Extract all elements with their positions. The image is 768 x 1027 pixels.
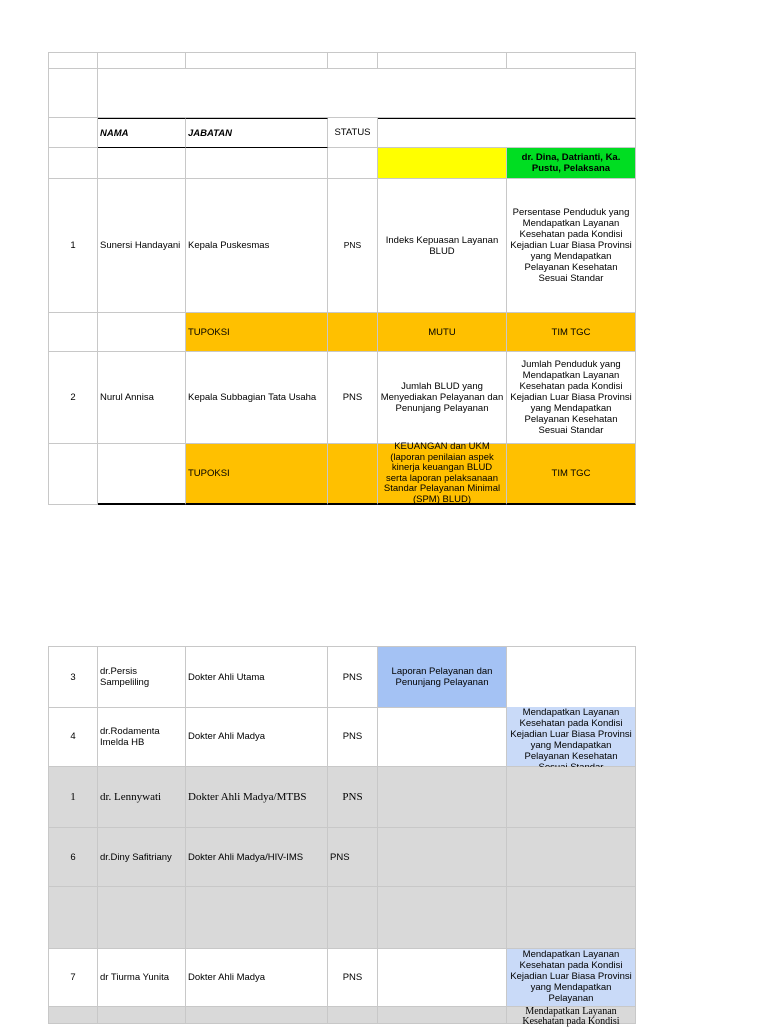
cell[interactable]: [98, 1007, 186, 1024]
row-number[interactable]: 7: [48, 949, 98, 1007]
nama-cell[interactable]: Nurul Annisa: [98, 352, 186, 444]
cell[interactable]: [378, 1007, 507, 1024]
jabatan-cell[interactable]: Dokter Ahli Madya/HIV-IMS: [186, 828, 328, 887]
cell[interactable]: [48, 444, 98, 505]
tim-cell[interactable]: TIM TGC: [507, 313, 636, 352]
keuangan-cell[interactable]: KEUANGAN dan UKM (laporan penilaian aspek kinerja keuangan BLUD serta laporan pelaksanaan Standar Pelayanan Minimal (SPM) BLUD): [378, 444, 507, 505]
cell[interactable]: [328, 313, 378, 352]
status-cell[interactable]: PNS: [328, 767, 378, 828]
cell[interactable]: [378, 949, 507, 1007]
cell[interactable]: [48, 313, 98, 352]
cell[interactable]: [378, 887, 507, 949]
status-cell[interactable]: PNS: [328, 352, 378, 444]
header-nama[interactable]: NAMA: [98, 118, 186, 148]
header-status[interactable]: STATUS: [328, 118, 378, 148]
table-row: [48, 707, 636, 767]
status-cell[interactable]: PNS: [328, 828, 378, 887]
cell[interactable]: [48, 118, 98, 148]
cell[interactable]: [98, 148, 186, 179]
status-cell[interactable]: PNS: [328, 949, 378, 1007]
cell[interactable]: [48, 53, 98, 69]
cell[interactable]: [507, 887, 636, 949]
header-row: [48, 118, 636, 148]
cell[interactable]: [186, 148, 328, 179]
cell[interactable]: [328, 53, 378, 69]
cell[interactable]: [98, 313, 186, 352]
cell[interactable]: [328, 887, 378, 949]
target-cell[interactable]: Jumlah Penduduk yang Mendapatkan Layanan Kesehatan pada Kondisi Kejadian Luar Biasa Provinsi yang Mendapatkan Pelayanan Kesehatan Sesuai Standar: [507, 352, 636, 444]
indikator-cell[interactable]: [378, 707, 507, 767]
nama-cell[interactable]: Sunersi Handayani: [98, 179, 186, 313]
cell[interactable]: [378, 53, 507, 69]
cell[interactable]: [186, 887, 328, 949]
table-row: [48, 1006, 636, 1027]
indikator-cell[interactable]: Jumlah BLUD yang Menyediakan Pelayanan dan Penunjang Pelayanan: [378, 352, 507, 444]
row-number[interactable]: 1: [48, 767, 98, 828]
target-cell[interactable]: Mendapatkan Layanan Kesehatan pada Kondisi Kejadian Luar Biasa Provinsi yang Mendapatkan Pelayanan: [507, 949, 636, 1007]
cell[interactable]: [98, 53, 186, 69]
target-cell[interactable]: Mendapatkan Layanan Kesehatan pada Kondisi Kejadian Luar Biasa Provinsi yang Mendapatkan Pelayanan Kesehatan: [507, 707, 636, 767]
indikator-cell[interactable]: Indeks Kepuasan Layanan BLUD: [378, 179, 507, 313]
row-number[interactable]: 2: [48, 352, 98, 444]
indikator-cell[interactable]: Laporan Pelayanan dan Penunjang Pelayanan: [378, 647, 507, 708]
cell[interactable]: [48, 148, 98, 179]
table-row: [48, 68, 636, 118]
nama-cell[interactable]: dr.Rodamenta Imelda HB: [98, 707, 186, 767]
table-row: [48, 313, 636, 352]
jabatan-cell[interactable]: Dokter Ahli Madya/MTBS: [186, 767, 328, 828]
green-cell[interactable]: dr. Dina, Datrianti, Ka. Pustu, Pelaksana: [507, 148, 636, 179]
cell[interactable]: [186, 53, 328, 69]
nama-cell[interactable]: dr.Diny Safitriany: [98, 828, 186, 887]
row-number[interactable]: 6: [48, 828, 98, 887]
table-row: [48, 949, 636, 1007]
target-cell[interactable]: Mendapatkan Layanan Kesehatan pada Kondisi: [507, 1007, 636, 1024]
table-row: [48, 148, 636, 179]
table-row: [48, 52, 636, 69]
cell[interactable]: [328, 148, 378, 179]
table-row: [48, 828, 636, 887]
cell[interactable]: [98, 887, 186, 949]
mutu-cell[interactable]: MUTU: [378, 313, 507, 352]
cell[interactable]: [48, 887, 98, 949]
tupoksi-cell[interactable]: TUPOKSI: [186, 313, 328, 352]
cell[interactable]: [507, 828, 636, 887]
cell[interactable]: [98, 444, 186, 505]
status-cell[interactable]: PNS: [328, 179, 378, 313]
cell[interactable]: [507, 767, 636, 828]
cell[interactable]: [48, 68, 98, 118]
jabatan-cell[interactable]: Dokter Ahli Madya: [186, 949, 328, 1007]
nama-cell[interactable]: dr. Lennywati: [98, 767, 186, 828]
cell[interactable]: [48, 1007, 98, 1024]
jabatan-cell[interactable]: Dokter Ahli Utama: [186, 647, 328, 708]
table-row: [48, 179, 636, 313]
status-cell[interactable]: PNS: [328, 707, 378, 767]
jabatan-cell[interactable]: Kepala Subbagian Tata Usaha: [186, 352, 328, 444]
cell[interactable]: [378, 767, 507, 828]
yellow-cell[interactable]: [378, 148, 507, 179]
table-row: [48, 441, 636, 505]
table-row: [48, 646, 636, 708]
jabatan-cell[interactable]: Kepala Puskesmas: [186, 179, 328, 313]
table-row: [48, 352, 636, 444]
cell[interactable]: [186, 1007, 328, 1024]
row-number[interactable]: 1: [48, 179, 98, 313]
tupoksi-cell[interactable]: TUPOKSI: [186, 444, 328, 505]
tim-cell[interactable]: TIM TGC: [507, 444, 636, 505]
target-cell[interactable]: Persentase Penduduk yang Mendapatkan Layanan Kesehatan pada Kondisi Kejadian Luar Biasa Provinsi yang Mendapatkan Pelayanan Kesehatan Sesuai Standar: [507, 179, 636, 313]
target-cell[interactable]: [507, 647, 636, 708]
table-row: [48, 887, 636, 949]
row-number[interactable]: 3: [48, 647, 98, 708]
cell[interactable]: [378, 828, 507, 887]
cell[interactable]: [328, 444, 378, 505]
cell[interactable]: [507, 53, 636, 69]
jabatan-cell[interactable]: Dokter Ahli Madya: [186, 707, 328, 767]
nama-cell[interactable]: dr.Persis Sampeliling: [98, 647, 186, 708]
row-number[interactable]: 4: [48, 707, 98, 767]
cell[interactable]: [98, 68, 636, 118]
header-line[interactable]: [378, 118, 636, 148]
nama-cell[interactable]: dr Tiurma Yunita: [98, 949, 186, 1007]
table-row: [48, 767, 636, 828]
header-jabatan[interactable]: JABATAN: [186, 118, 328, 148]
status-cell[interactable]: PNS: [328, 647, 378, 708]
cell[interactable]: [328, 1007, 378, 1024]
